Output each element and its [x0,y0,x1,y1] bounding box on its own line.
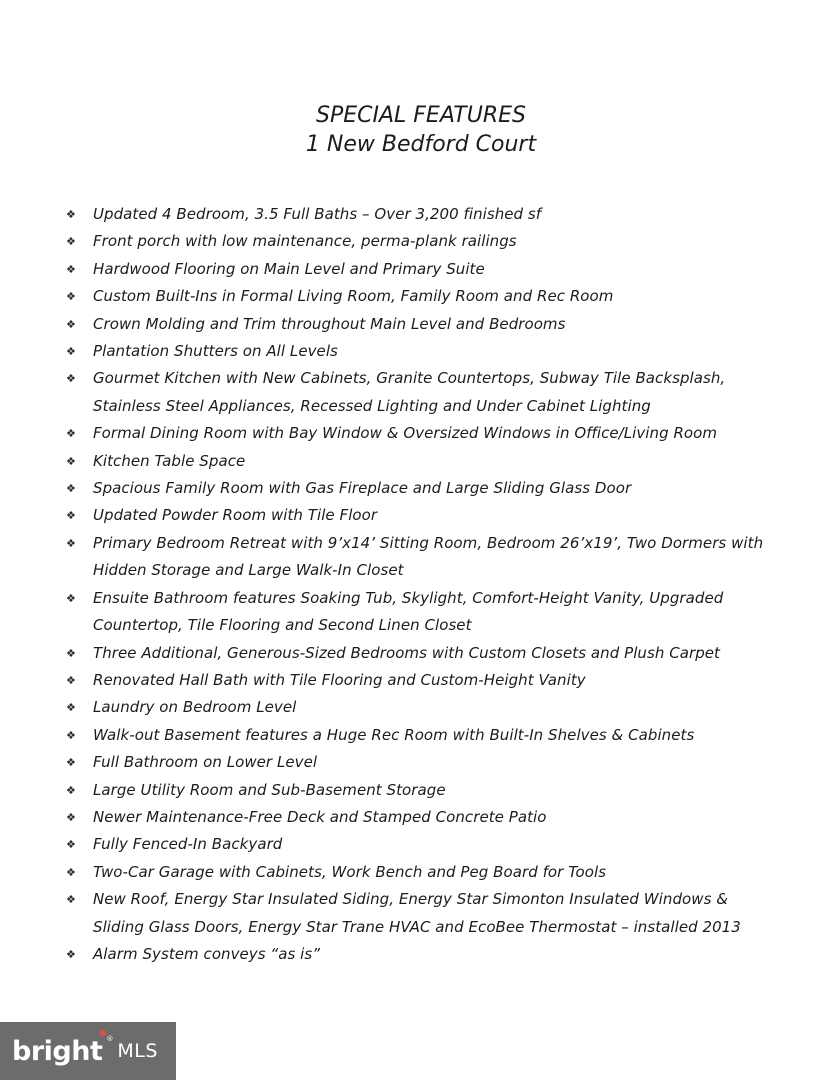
logo-mls-text: MLS [117,1040,158,1062]
feature-text [93,859,826,886]
feature-text-line: Hardwood Flooring on Main Level and Primary Suite [93,259,485,278]
feature-item [66,420,826,447]
feature-text [93,228,826,255]
feature-text [93,777,826,804]
diamond-bullet-icon: ❖ [66,810,76,824]
feature-item [66,228,826,255]
feature-text [93,201,826,228]
feature-text-line: Alarm System conveys “as is” [93,944,321,963]
feature-item [66,640,826,667]
feature-text-line: Formal Dining Room with Bay Window & Oversized Windows in Office/Living Room [93,424,718,443]
feature-item [66,722,826,749]
feature-text-line: Updated Powder Room with Tile Floor [93,506,378,525]
diamond-bullet-icon: ❖ [66,728,76,742]
diamond-bullet-icon: ❖ [66,290,76,304]
feature-item [66,311,826,338]
document-subtitle: 1 New Bedford Court [305,132,537,157]
feature-text [93,941,826,968]
feature-text [93,448,826,475]
diamond-bullet-icon: ❖ [66,536,76,550]
feature-item [66,338,826,365]
feature-text-line: Walk-out Basement features a Huge Rec Room with Built-In Shelves & Cabinets [93,725,695,744]
feature-text-line: Updated 4 Bedroom, 3.5 Full Baths – Over 3,200 finished sf [93,205,542,223]
feature-text [93,530,826,585]
feature-item [66,283,826,310]
diamond-bullet-icon: ❖ [66,756,76,770]
feature-text-line: Renovated Hall Bath with Tile Flooring and Custom-Height Vanity [93,670,586,689]
feature-text [93,365,826,420]
feature-text [93,640,826,667]
feature-item [66,530,826,585]
feature-text [93,585,826,640]
feature-text [93,338,826,365]
feature-item [66,941,826,968]
feature-text-line: Full Bathroom on Lower Level [93,753,318,772]
feature-text-line: Large Utility Room and Sub-Basement Storage [93,780,446,799]
feature-item [66,831,826,858]
feature-item [66,777,826,804]
diamond-bullet-icon: ❖ [66,838,76,852]
feature-text-line: Primary Bedroom Retreat with 9’x14’ Sitting Room, Bedroom 26’x19’, Two Dormers with [93,533,764,552]
feature-text-line: New Roof, Energy Star Insulated Siding, Energy Star Simonton Insulated Windows & [93,890,729,909]
feature-text [93,831,826,858]
diamond-bullet-icon: ❖ [66,235,76,249]
feature-text-line: Laundry on Bedroom Level [93,698,297,717]
diamond-bullet-icon: ❖ [66,509,76,523]
diamond-bullet-icon: ❖ [66,701,76,715]
feature-text-line: Custom Built-Ins in Formal Living Room, Family Room and Rec Room [93,287,614,306]
diamond-bullet-icon: ❖ [66,345,76,359]
diamond-bullet-icon: ❖ [66,673,76,687]
feature-text [93,804,826,831]
feature-item [66,475,826,502]
bright-mls-logo [0,1022,176,1080]
diamond-bullet-icon: ❖ [66,372,76,386]
feature-text-line: Ensuite Bathroom features Soaking Tub, Skylight, Comfort-Height Vanity, Upgraded [93,588,724,607]
feature-text [93,420,826,447]
feature-item [66,448,826,475]
feature-text-line: Three Additional, Generous-Sized Bedrooms with Custom Closets and Plush Carpet [93,643,720,662]
feature-text [93,667,826,694]
feature-text-line: Front porch with low maintenance, perma-plank railings [93,232,517,251]
logo-brand-text: bright [12,1035,103,1067]
diamond-bullet-icon: ❖ [66,865,76,879]
document-header [0,101,833,159]
diamond-bullet-icon: ❖ [66,427,76,441]
feature-item [66,502,826,529]
diamond-bullet-icon: ❖ [66,208,76,221]
feature-item [66,667,826,694]
feature-text-line: Gourmet Kitchen with New Cabinets, Granite Countertops, Subway Tile Backsplash, [93,369,726,388]
feature-text-line: Stainless Steel Appliances, Recessed Lighting and Under Cabinet Lighting [93,396,651,415]
feature-item [66,365,826,420]
feature-item [66,256,826,283]
feature-text [93,502,826,529]
diamond-bullet-icon: ❖ [66,591,76,605]
diamond-bullet-icon: ❖ [66,646,76,660]
feature-text [93,749,826,776]
feature-text-line: Crown Molding and Trim throughout Main Level and Bedrooms [93,314,566,333]
feature-item [66,201,826,228]
feature-text [93,886,826,941]
feature-list [66,201,826,968]
feature-text-line: Two-Car Garage with Cabinets, Work Bench and Peg Board for Tools [93,862,607,881]
feature-item [66,886,826,941]
diamond-bullet-icon: ❖ [66,317,76,331]
feature-text [93,256,826,283]
feature-text [93,694,826,721]
document-title: SPECIAL FEATURES [316,103,526,128]
feature-text-line: Fully Fenced-In Backyard [93,835,283,854]
diamond-bullet-icon: ❖ [66,947,76,961]
diamond-bullet-icon: ❖ [66,454,76,468]
feature-item [66,749,826,776]
feature-text-line: Sliding Glass Doors, Energy Star Trane HVAC and EcoBee Thermostat – installed 2013 [93,917,741,936]
diamond-bullet-icon: ❖ [66,482,76,496]
feature-item [66,585,826,640]
feature-text [93,311,826,338]
feature-text-line: Hidden Storage and Large Walk-In Closet [93,561,404,580]
feature-item [66,859,826,886]
feature-text-line: Newer Maintenance-Free Deck and Stamped Concrete Patio [93,807,547,826]
diamond-bullet-icon: ❖ [66,783,76,797]
feature-text-line: Plantation Shutters on All Levels [93,342,338,361]
feature-text [93,475,826,502]
feature-item [66,694,826,721]
feature-text-line: Kitchen Table Space [93,451,246,470]
diamond-bullet-icon: ❖ [66,262,76,276]
feature-text-line: Spacious Family Room with Gas Fireplace and Large Sliding Glass Door [93,479,632,498]
feature-item [66,804,826,831]
logo-registered-mark: ® [106,1035,114,1043]
feature-text-line: Countertop, Tile Flooring and Second Linen Closet [93,616,472,635]
feature-text [93,283,826,310]
feature-text [93,722,826,749]
diamond-bullet-icon: ❖ [66,893,76,907]
